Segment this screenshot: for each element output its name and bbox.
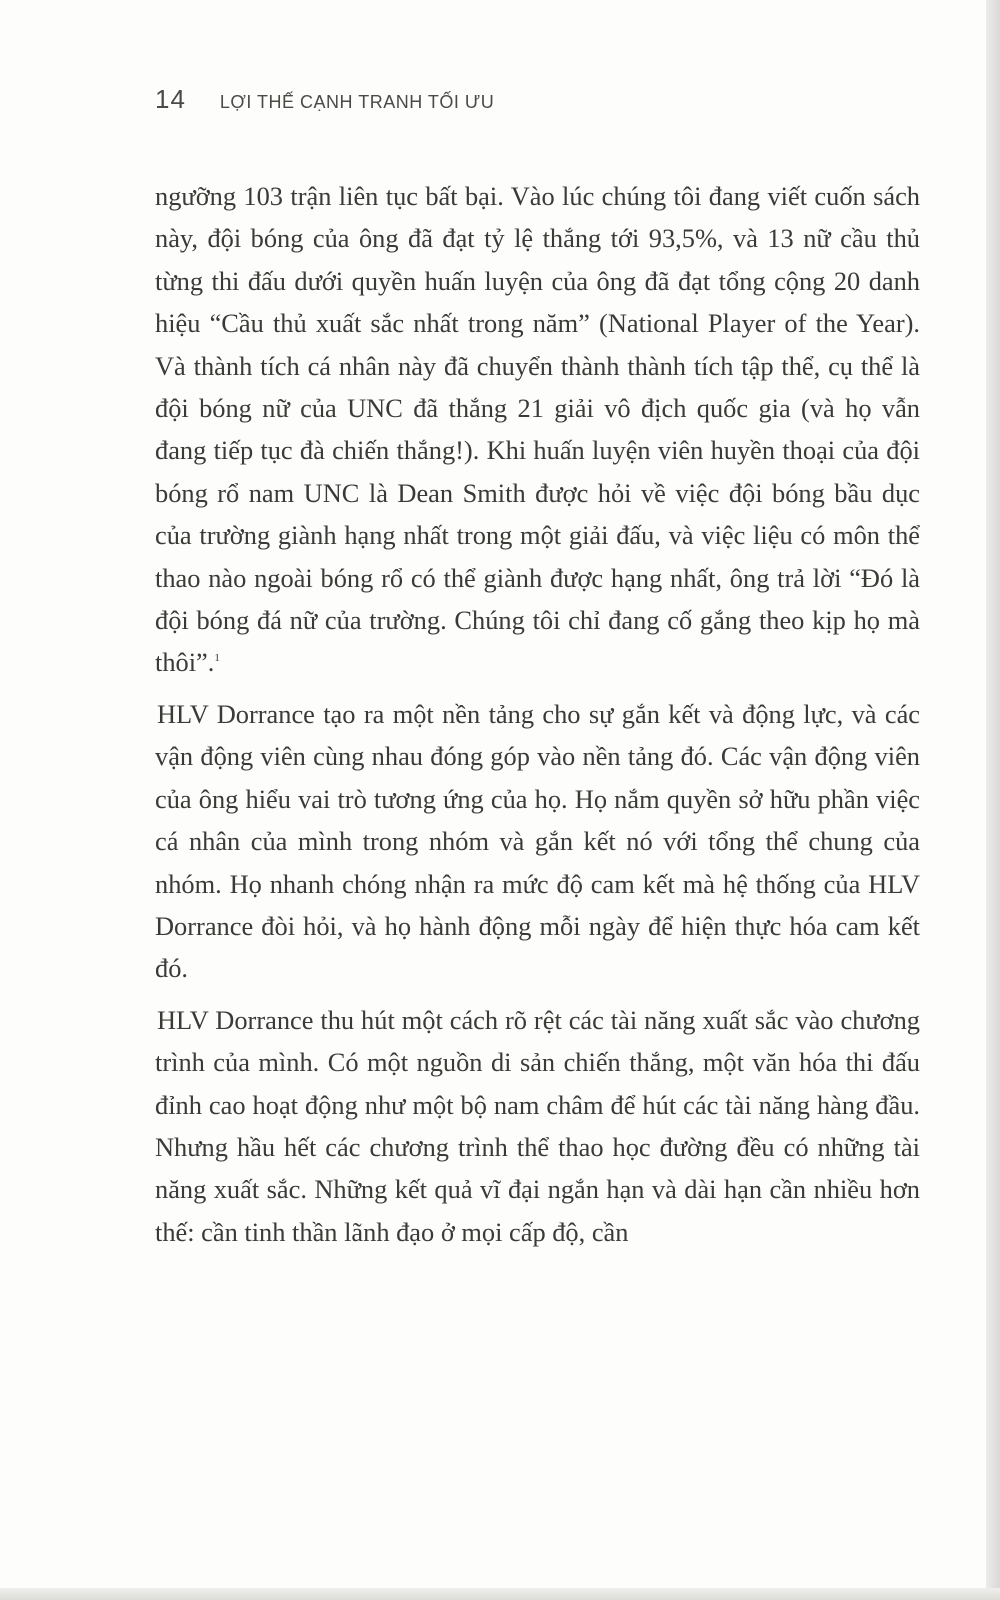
paragraph-1 [155, 175, 920, 684]
page-bottom-edge [0, 1588, 1000, 1600]
page-edge-shadow [986, 0, 1000, 1600]
paragraph-3: HLV Dorrance thu hút một cách rõ rệt các tài năng xuất sắc vào chương trình của mình. Có một nguồn di sản chiến thắng, một văn hóa thi đấu đỉnh cao hoạt động như một bộ nam châm để hút các tài năng hàng đầu. Nhưng hầu hết các chương trình thể thao học đường đều có những tài năng xuất sắc. Những kết quả vĩ đại ngắn hạn và dài hạn cần nhiều hơn thế: cần tinh thần lãnh đạo ở mọi cấp độ, cần [155, 1004, 920, 1247]
paragraph-1-text: ngưỡng 103 trận liên tục bất bại. Vào lúc chúng tôi đang viết cuốn sách này, đội bóng của ông đã đạt tỷ lệ thắng tới 93,5%, và 13 nữ cầu thủ từng thi đấu dưới quyền huấn luyện của ông đã đạt tổng cộng 20 danh hiệu “Cầu thủ xuất sắc nhất trong năm” (National Player of the Year). Và thành tích cá nhân này đã chuyển thành thành tích tập thể, cụ thể là đội bóng nữ của UNC đã thắng 21 giải vô địch quốc gia (và họ vẫn đang tiếp tục đà chiến thắng!). Khi huấn luyện viên huyền thoại của đội bóng rổ nam UNC là Dean Smith được hỏi về việc đội bóng bầu dục của trường giành hạng nhất trong một giải đấu, và việc liệu có môn thể thao nào ngoài bóng rổ có thể giành được hạng nhất, ông trả lời “Đó là đội bóng đá nữ của trường. Chúng tôi chỉ đang cố gắng theo kịp họ mà thôi”. [155, 181, 920, 678]
running-title: LỢI THẾ CẠNH TRANH TỐI ƯU [219, 92, 495, 112]
body-text [155, 175, 920, 1253]
running-header [155, 84, 915, 124]
footnote-marker: 1 [214, 652, 220, 665]
paragraph-2: HLV Dorrance tạo ra một nền tảng cho sự gắn kết và động lực, và các vận động viên cùng nhau đóng góp vào nền tảng đó. Các vận động viên của ông hiểu vai trò tương ứng của họ. Họ nắm quyền sở hữu phần việc cá nhân của mình trong nhóm và gắn kết nó với tổng thể chung của nhóm. Họ nhanh chóng nhận ra mức độ cam kết mà hệ thống của HLV Dorrance đòi hỏi, và họ hành động mỗi ngày để hiện thực hóa cam kết đó. [155, 698, 920, 984]
page-number: 14 [155, 84, 186, 114]
